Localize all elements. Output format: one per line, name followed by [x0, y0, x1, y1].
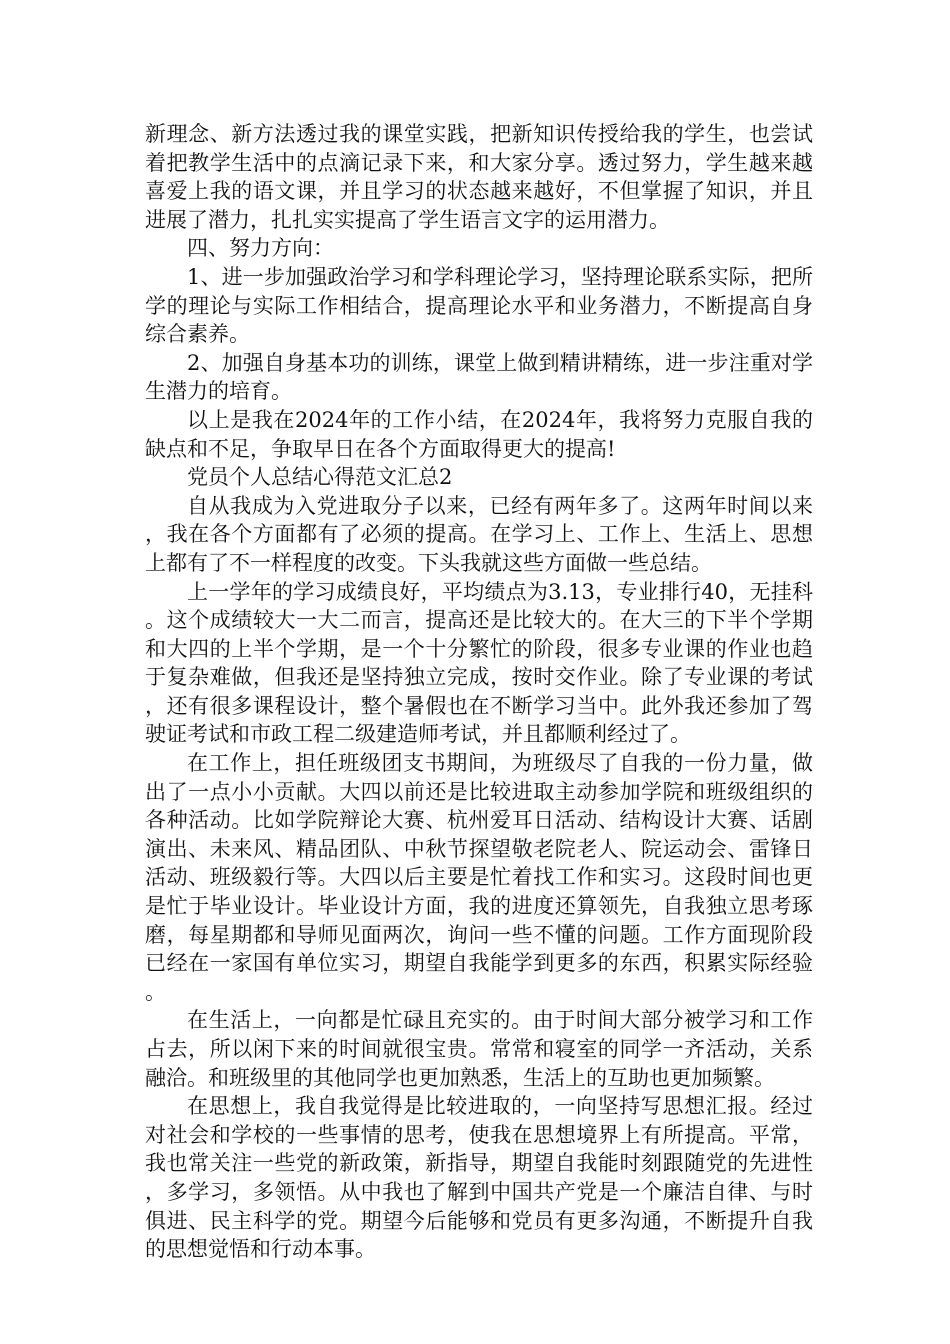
paragraph-intro: 自从我成为入党进取分子以来，已经有两年多了。这两年时间以来，我在各个方面都有了必须的提高。在学习上、工作上、生活上、思想上都有了不一样程度的改变。下头我就这些方面做一些总结。	[145, 493, 813, 575]
paragraph-study: 上一学年的学习成绩良好，平均绩点为3.13，专业排行40，无挂科。这个成绩较大一大二而言，提高还是比较大的。在大三的下半个学期和大四的上半个学期，是一个十分繁忙的阶段，很多专业课的作业也趋于复杂难做，但我还是坚持独立完成，按时交作业。除了专业课的考试，还有很多课程设计，整个暑假也在不断学习当中。此外我还参加了驾驶证考试和市政工程二级建造师考试，并且都顺利经过了。	[145, 579, 813, 747]
paragraph-thought: 在思想上，我自我觉得是比较进取的，一向坚持写思想汇报。经过对社会和学校的一些事情的思考，使我在思想境界上有所提高。平常，我也常关注一些党的新政策，新指导，期望自我能时刻跟随党的先进性，多学习，多领悟。从中我也了解到中国共产党是一个廉洁自律、与时俱进、民主科学的党。期望今后能够和党员有更多沟通，不断提升自我的思想觉悟和行动本事。	[145, 1094, 813, 1262]
article-title: 党员个人总结心得范文汇总2	[187, 465, 453, 490]
paragraph-point-1: 1、进一步加强政治学习和学科理论学习，坚持理论联系实际，把所学的理论与实际工作相结合，提高理论水平和业务潜力，不断提高自身综合素养。	[145, 264, 813, 347]
section-heading-effort-direction: 四、努力方向：	[187, 236, 334, 261]
paragraph-life: 在生活上，一向都是忙碌且充实的。由于时间大部分被学习和工作占去，所以闲下来的时间就很宝贵。常常和寝室的同学一齐活动，关系融洽。和班级里的其他同学也更加熟悉，生活上的互助也更加频繁。	[145, 1008, 813, 1090]
paragraph-continued-intro: 新理念、新方法透过我的课堂实践，把新知识传授给我的学生，也尝试着把教学生活中的点滴记录下来，和大家分享。透过努力，学生越来越喜爱上我的语文课，并且学习的状态越来越好，不但掌握了知识，并且进展了潜力，扎扎实实提高了学生语言文字的运用潜力。	[145, 122, 813, 232]
paragraph-summary: 以上是我在2024年的工作小结，在2024年，我将努力克服自我的缺点和不足，争取早日在各个方面取得更大的提高!	[145, 407, 813, 461]
paragraph-work: 在工作上，担任班级团支书期间，为班级尽了自我的一份力量，做出了一点小小贡献。大四以前还是比较进取主动参加学院和班级组织的各种活动。比如学院辩论大赛、杭州爱耳日活动、结构设计大赛、话剧演出、未来风、精品团队、中秋节探望敬老院老人、院运动会、雷锋日活动、班级毅行等。大四以后主要是忙着找工作和实习。这段时间也更是忙于毕业设计。毕业设计方面，我的进度还算领先，自我独立思考琢磨，每星期都和导师见面两次，询问一些不懂的问题。工作方面现阶段已经在一家国有单位实习，期望自我能学到更多的东西，积累实际经验。	[145, 751, 813, 1004]
document-body	[145, 120, 813, 1264]
paragraph-point-2: 2、加强自身基本功的训练，课堂上做到精讲精练，进一步注重对学生潜力的培育。	[145, 350, 813, 404]
